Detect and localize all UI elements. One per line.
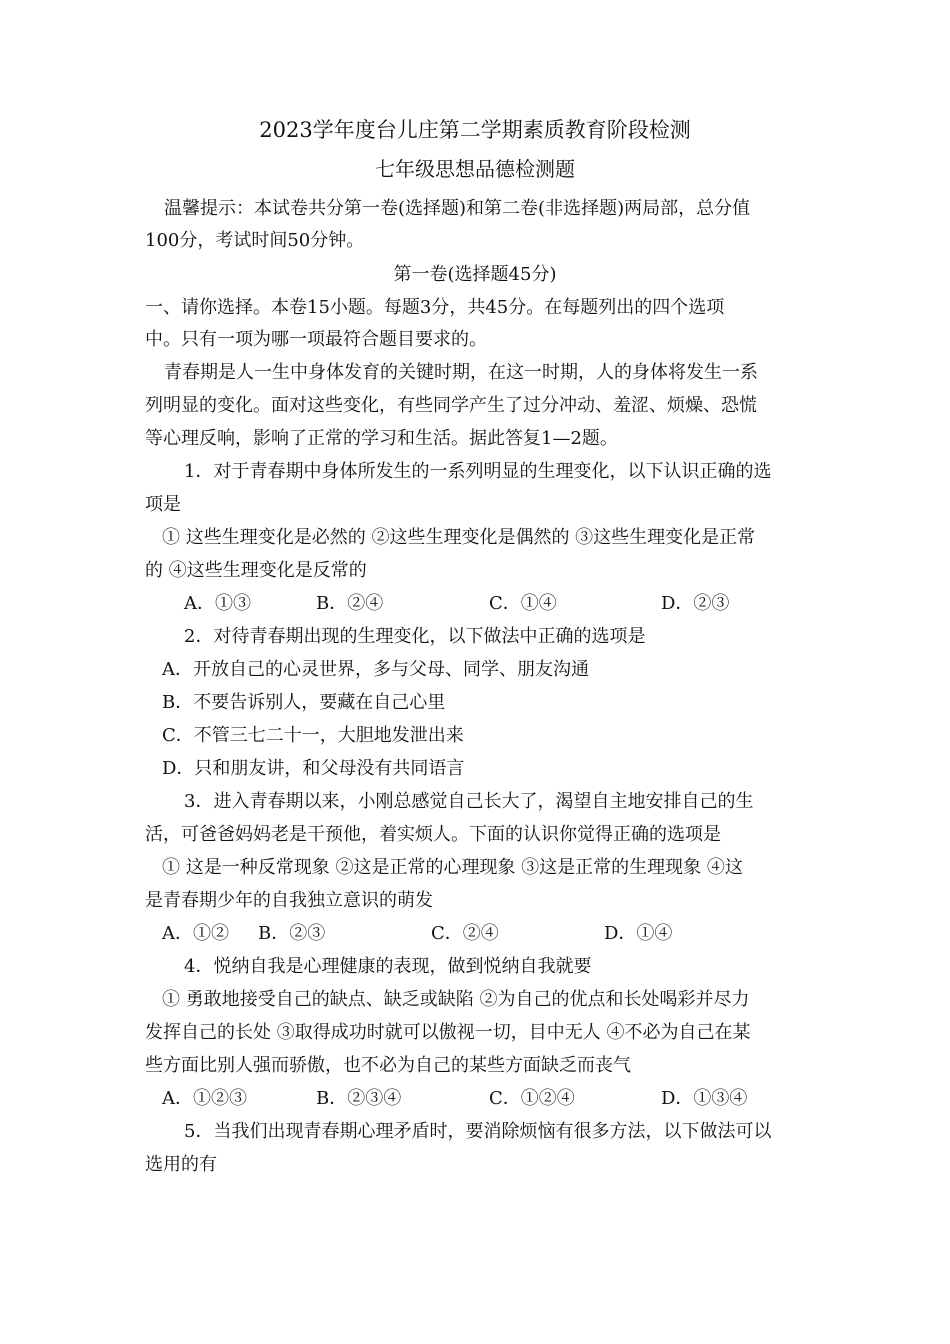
exam-title: 2023学年度台儿庄第二学期素质教育阶段检测 bbox=[259, 118, 691, 142]
q1-stem-line-1: 1．对于青春期中身体所发生的一系列明显的生理变化，以下认识正确的选 bbox=[184, 461, 772, 482]
q3-stem-line-1: 3．进入青春期以来，小刚总感觉自己长大了，渴望自主地安排自己的生 bbox=[184, 791, 754, 812]
q3-items-line-2: 是青春期少年的自我独立意识的萌发 bbox=[145, 890, 433, 911]
q5-stem-line-1: 5．当我们出现青春期心理矛盾时，要消除烦恼有很多方法，以下做法可以 bbox=[184, 1121, 772, 1142]
passage-line-2: 列明显的变化。面对这些变化，有些同学产生了过分冲动、羞涩、烦燥、恐慌 bbox=[145, 395, 757, 416]
q5-stem-line-2: 选用的有 bbox=[145, 1154, 217, 1175]
q3-option-c: C．②④ bbox=[431, 923, 499, 944]
instruction-line-2: 中。只有一项为哪一项最符合题目要求的。 bbox=[145, 329, 487, 350]
q1-option-c: C．①④ bbox=[489, 593, 557, 614]
q3-option-d: D．①④ bbox=[604, 923, 673, 944]
notice-line-1: 温馨提示：本试卷共分第一卷(选择题)和第二卷(非选择题)两局部，总分值 bbox=[164, 198, 751, 219]
q3-option-b: B．②③ bbox=[258, 923, 326, 944]
q1-options bbox=[0, 591, 950, 617]
q1-option-d: D．②③ bbox=[661, 593, 730, 614]
q2-option-a: A．开放自己的心灵世界，多与父母、同学、朋友沟通 bbox=[162, 659, 589, 680]
q1-items-line-2: 的 ④这些生理变化是反常的 bbox=[145, 560, 367, 581]
notice-line-2: 100分，考试时间50分钟。 bbox=[145, 230, 365, 251]
exam-subtitle: 七年级思想品德检测题 bbox=[375, 157, 575, 181]
q1-stem-line-2: 项是 bbox=[145, 494, 181, 515]
q2-option-c: C．不管三七二十一，大胆地发泄出来 bbox=[162, 725, 464, 746]
q3-options bbox=[0, 921, 950, 947]
q2-option-b: B．不要告诉别人，要藏在自己心里 bbox=[162, 692, 446, 713]
q1-option-b: B．②④ bbox=[316, 593, 384, 614]
q1-option-a: A．①③ bbox=[184, 593, 251, 614]
instruction-line-1: 一、请你选择。本卷15小题。每题3分，共45分。在每题列出的四个选项 bbox=[145, 297, 725, 318]
q2-option-d: D．只和朋友讲，和父母没有共同语言 bbox=[162, 758, 465, 779]
q1-items-line-1: ① 这些生理变化是必然的 ②这些生理变化是偶然的 ③这些生理变化是正常 bbox=[162, 527, 756, 548]
q3-stem-line-2: 活，可爸爸妈妈老是干预他，着实烦人。下面的认识你觉得正确的选项是 bbox=[145, 824, 721, 845]
q4-option-b: B．②③④ bbox=[316, 1088, 402, 1109]
q4-options bbox=[0, 1086, 950, 1112]
q4-items-line-2: 发挥自己的长处 ③取得成功时就可以傲视一切，目中无人 ④不必为自己在某 bbox=[145, 1022, 751, 1043]
q4-option-d: D．①③④ bbox=[661, 1088, 748, 1109]
q4-option-a: A．①②③ bbox=[162, 1088, 247, 1109]
section-heading: 第一卷(选择题45分) bbox=[393, 264, 557, 285]
passage-line-3: 等心理反响，影响了正常的学习和生活。据此答复1—2题。 bbox=[145, 428, 618, 449]
q4-option-c: C．①②④ bbox=[489, 1088, 575, 1109]
q3-option-a: A．①② bbox=[162, 923, 229, 944]
passage-line-1: 青春期是人一生中身体发育的关键时期，在这一时期，人的身体将发生一系 bbox=[164, 362, 758, 383]
q3-items-line-1: ① 这是一种反常现象 ②这是正常的心理现象 ③这是正常的生理现象 ④这 bbox=[162, 857, 743, 878]
q4-stem: 4．悦纳自我是心理健康的表现，做到悦纳自我就要 bbox=[184, 956, 592, 977]
q4-items-line-3: 些方面比别人强而骄傲，也不必为自己的某些方面缺乏而丧气 bbox=[145, 1055, 631, 1076]
q2-stem: 2．对待青春期出现的生理变化，以下做法中正确的选项是 bbox=[184, 626, 646, 647]
q4-items-line-1: ① 勇敢地接受自己的缺点、缺乏或缺陷 ②为自己的优点和长处喝彩并尽力 bbox=[162, 989, 750, 1010]
